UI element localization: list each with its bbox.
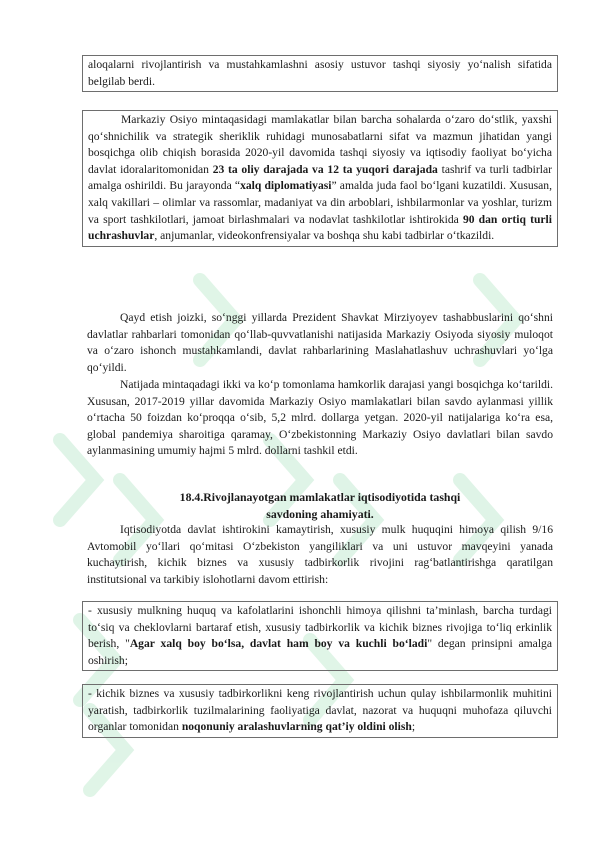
text-box-small-business: [82, 684, 558, 738]
small-business-item: - kichik biznes va xususiy tadbirkorlikni keng rivojlantirish uchun qulay ishbilarmonlik muhitini yaratish, tadbirkorlik tuzilmalarining faoliyatiga davlat, nazorat va huquqni muhofaza qiluvchi organlar tomonidan noqonuniy aralashuvlarning qat’iy oldini olish;: [88, 687, 552, 734]
text-box-central-asia: [82, 110, 558, 247]
section-heading-line2: savdoning ahamiyati.: [266, 506, 374, 521]
text-box-intro-text: aloqalarni rivojlantirish va mustahkamlashni asosiy ustuvor tashqi siyosiy yo‘nalish sifatida belgilab berdi.: [88, 58, 552, 88]
text-box-intro: [82, 55, 558, 92]
paragraph-consultative-meetings: Qayd etish joizki, so‘nggi yillarda Prezident Shavkat Mirziyoyev tashabbuslarini qo‘shni davlatlar rahbarlari tomonidan qo‘llab-quvvatlanishi natijasida Markaziy Osiyoda siyosiy muloqot va o‘zaro ishonch mustahkamlandi, davlat rahbarlarining Maslahatlashuv uchrashuvlari yo‘lga qo‘yildi.: [87, 311, 553, 374]
private-property-item: - xususiy mulkning huquq va kafolatlarini ishonchli himoya qilishni ta’minlash, barcha turdagi to‘siq va cheklovlarni bartaraf etish, xususiy tadbirkorlik va kichik biznes rivojiga to‘liq erkinlik berish, "Agar xalq boy bo‘lsa, davlat ham boy va kuchli bo‘ladi" degan prinsipni amalga oshirish;: [88, 604, 552, 667]
paragraph-institutional-reforms: Iqtisodiyotda davlat ishtirokini kamaytirish, xususiy mulk huquqini himoya qilish 9/16 Avtomobil yo‘llari qo‘mitasi O‘zbekiston yangiliklari va uni ustuvor mavqeyini yanada kuchaytirish, kichik biznes va xususiy tadbirkorlik rivojini rag‘batlantirishga qaratilgan institutsional va tarkibiy islohotlarni davom ettirish:: [87, 523, 553, 586]
paragraph-trade-turnover: Natijada mintaqadagi ikki va ko‘p tomonlama hamkorlik darajasi yangi bosqichga ko‘tarildi. Xususan, 2017-2019 yillar davomida Markaziy Osiyo mamlakatlari bilan savdo aylanmasi yillik o‘rtacha 50 foizdan ko‘proqqa o‘sib, 5,2 mlrd. dollarga yetgan. 2020-yil natijalariga ko‘ra esa, global pandemiya sharoitiga qaramay, O‘zbekistonning Markaziy Osiyo davlatlari bilan savdo aylanmasining umumiy hajmi 5 mlrd. dollarni tashkil etdi.: [87, 378, 553, 458]
section-heading: [87, 489, 553, 522]
text-box-private-property: [82, 601, 558, 671]
section-heading-line1: 18.4.Rivojlanayotgan mamlakatlar iqtisodiyotida tashqi: [179, 490, 461, 504]
central-asia-paragraph: Markaziy Osiyo mintaqasidagi mamlakatlar bilan barcha sohalarda o‘zaro do‘stlik, yaxshi qo‘shnichilik va strategik sheriklik ruhidagi munosabatlarni sifat va mazmun jihatidan yangi bosqichga olib chiqish borasida 2020-yil davomida tashqi siyosiy va iqtisodiy faoliyat bo‘yicha davlat idoralaritomonidan 23 ta oliy darajada va 12 ta yuqori darajada tashrif va turli tadbirlar amalga oshirildi. Bu jarayonda “xalq diplomatiyasi” amalda juda faol bo‘lgani kuzatildi. Xususan, xalq vakillari – olimlar va rassomlar, madaniyat va din arboblari, ishbilarmonlar va yoshlar, turizm va sport tashkilotlari, jamoat birlashmalari va nodavlat tashkilotlar ishtirokida 90 dan ortiq turli uchrashuvlar, anjumanlar, videokonfrensiyalar va boshqa shu kabi tadbirlar o‘tkazildi.: [88, 113, 553, 243]
